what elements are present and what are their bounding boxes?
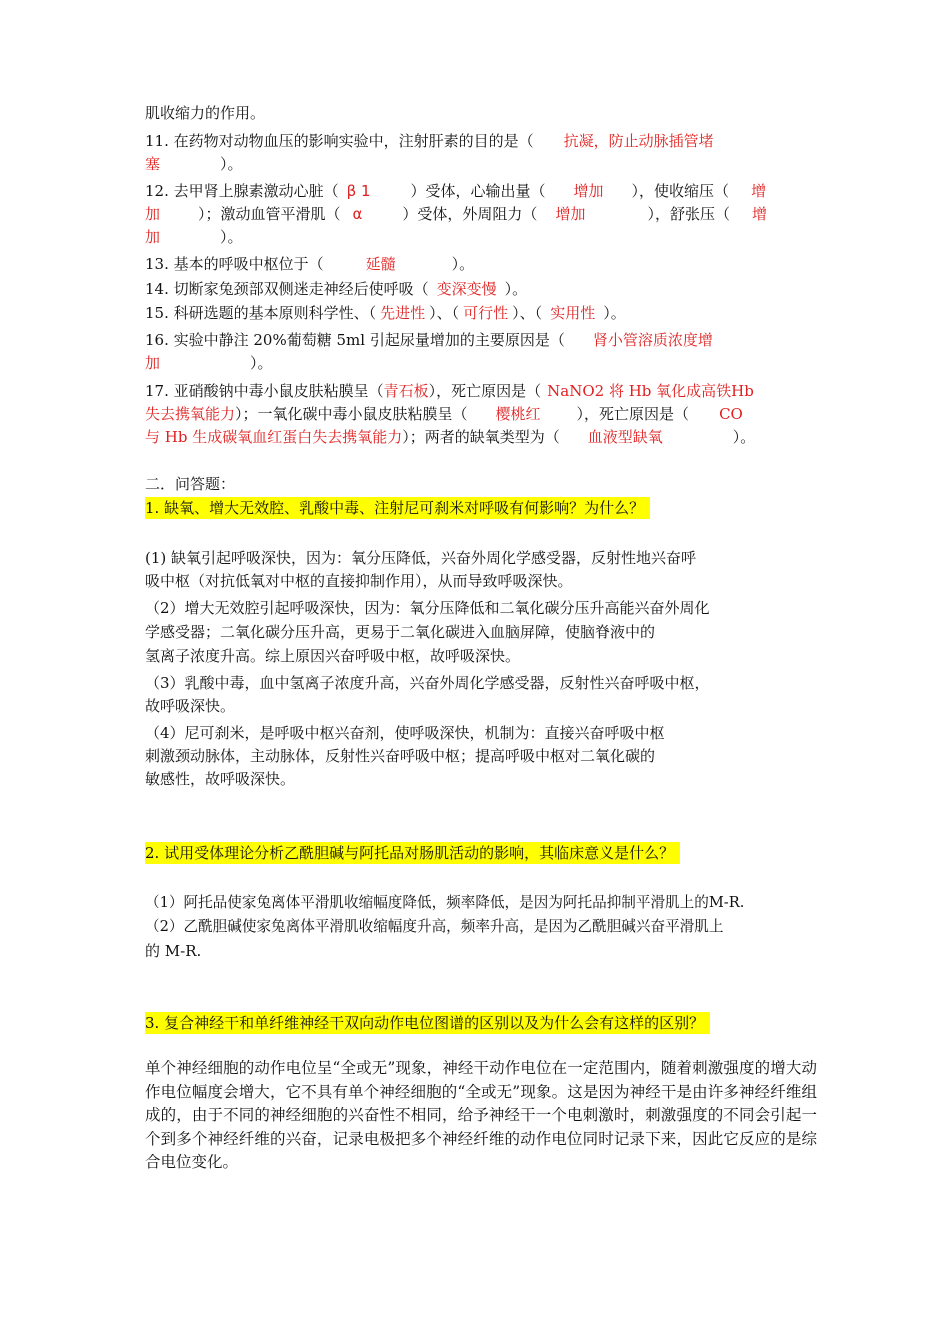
q1-p1b: 吸中枢（对抗低氧对中枢的直接抑制作用），从而导致呼吸深快。 bbox=[145, 572, 573, 590]
q17-text-5: ）；两者的缺氧类型为（ bbox=[402, 428, 560, 446]
q17-answer-type: 血液型缺氧 bbox=[587, 428, 663, 446]
q13-answer: 延髓 bbox=[365, 255, 396, 273]
question-15 bbox=[145, 303, 626, 323]
q1-heading bbox=[145, 498, 650, 518]
q11-text: 11. 在药物对动物血压的影响实验中，注射肝素的目的是（ bbox=[145, 132, 534, 150]
q15-sep-1: ）、（ bbox=[429, 304, 460, 322]
q1-p2b: 学感受器；二氧化碳分压升高，更易于二氧化碳进入血脑屏障，使脑脊液中的 bbox=[145, 623, 656, 641]
question-11-cont bbox=[145, 154, 243, 174]
q1-p4b: 刺激颈动脉体，主动脉体，反射性兴奋呼吸中枢；提高呼吸中枢对二氧化碳的 bbox=[145, 747, 656, 765]
q16-answer: 肾小管溶质浓度增 bbox=[592, 331, 713, 349]
q17-answer-co-color: 樱桃红 bbox=[495, 405, 541, 423]
q12-answer-dbp: 增 bbox=[751, 205, 767, 223]
q15-sep-2: ）、（ bbox=[512, 304, 543, 322]
q1-p2c: 氢离子浓度升高。综上原因兴奋呼吸中枢，故呼吸深快。 bbox=[145, 647, 521, 665]
q1-p2a: （2）增大无效腔引起呼吸深快，因为：氧分压降低和二氧化碳分压升高能兴奋外周化 bbox=[145, 599, 710, 617]
q14-end: ）。 bbox=[504, 280, 528, 298]
q1-p3b: 故呼吸深快。 bbox=[145, 697, 236, 715]
q12-answer-output: 增加 bbox=[573, 182, 604, 200]
q15-end: ）。 bbox=[603, 304, 626, 322]
question-17-cont bbox=[145, 404, 743, 424]
text-line: 肌收缩力的作用。 bbox=[145, 104, 266, 122]
q12-text-3: ），使收缩压（ bbox=[631, 182, 730, 200]
q14-text: 14. 切断家兔颈部双侧迷走神经后使呼吸（ bbox=[145, 280, 429, 298]
q12-text-4: ）；激动血管平滑肌（ bbox=[198, 205, 341, 223]
q17-answer-cause-cont: 失去携氧能力 bbox=[145, 405, 236, 423]
question-17-cont2 bbox=[145, 427, 755, 447]
q3-heading-text: 3. 复合神经干和单纤维神经干双向动作电位图谱的区别以及为什么会有这样的区别？ bbox=[145, 1012, 710, 1034]
q17-answer-co-cause: 与 Hb 生成碳氧血红蛋白失去携氧能力 bbox=[145, 428, 403, 446]
q17-text-3: ）；一氧化碳中毒小鼠皮肤粘膜呈（ bbox=[235, 405, 468, 423]
question-17 bbox=[145, 381, 754, 401]
q17-end: ）。 bbox=[732, 428, 756, 446]
q13-end: ）。 bbox=[451, 255, 475, 273]
section-title: 二．问答题： bbox=[145, 475, 236, 493]
q3-answer: 单个神经细胞的动作电位呈“全或无”现象，神经干动作电位在一定范围内，随着刺激强度的增大动作电位幅度会增大，它不具有单个神经细胞的“全或无”现象。这是因为神经干是由许多神经纤维组成的，由于不同的神经细胞的兴奋性不相同，给予神经干一个电刺激时，刺激强度的不同会引起一个到多个神经纤维的兴奋，记录电极把多个神经纤维的动作电位同时记录下来，因此它反应的是综合电位变化。 bbox=[145, 1059, 817, 1171]
question-12-cont bbox=[145, 204, 767, 224]
q12-text-5: ）受体，外周阻力（ bbox=[402, 205, 538, 223]
q17-answer-co: CO bbox=[719, 405, 743, 423]
q1-p4a: （4）尼可刹米，是呼吸中枢兴奋剂，使呼吸深快，机制为：直接兴奋呼吸中枢 bbox=[145, 724, 665, 742]
q12-answer-dbp-cont: 加 bbox=[145, 228, 161, 246]
question-11 bbox=[145, 131, 714, 151]
q2-p1: （1）阿托品使家兔离体平滑肌收缩幅度降低，频率降低，是因为阿托品抑制平滑肌上的M-R. bbox=[145, 894, 745, 911]
q11-answer: 抗凝，防止动脉插管堵 bbox=[563, 132, 714, 150]
q1-p4c: 敏感性，故呼吸深快。 bbox=[145, 770, 296, 788]
q16-text: 16. 实验中静注 20%葡萄糖 5ml 引起尿量增加的主要原因是（ bbox=[145, 331, 565, 349]
q12-text-2: ）受体，心输出量（ bbox=[410, 182, 546, 200]
q15-text: 15. 科研选题的基本原则科学性、（ bbox=[145, 304, 377, 322]
q2-p2b: 的 M-R. bbox=[145, 942, 202, 960]
q1-p1a: (1) 缺氧引起呼吸深快，因为：氧分压降低，兴奋外周化学感受器，反射性地兴奋呼 bbox=[145, 549, 697, 567]
q12-answer-alpha: α bbox=[352, 205, 363, 223]
q12-answer-resistance: 增加 bbox=[555, 205, 586, 223]
q17-answer-cause: NaNO2 将 Hb 氧化成高铁Hb bbox=[547, 382, 754, 400]
question-12-cont2 bbox=[145, 227, 243, 247]
q3-heading bbox=[145, 1013, 710, 1033]
q12-end: ）。 bbox=[220, 228, 243, 246]
q15-answer-3: 实用性 bbox=[550, 304, 596, 322]
q17-text: 17. 亚硝酸钠中毒小鼠皮肤粘膜呈（ bbox=[145, 382, 384, 400]
q2-heading-text: 2. 试用受体理论分析乙酰胆碱与阿托品对肠肌活动的影响，其临床意义是什么？ bbox=[145, 842, 680, 864]
q11-answer-cont: 塞 bbox=[145, 155, 161, 173]
q12-answer-sbp: 增 bbox=[751, 182, 767, 200]
q1-p3a: （3）乳酸中毒，血中氢离子浓度升高，兴奋外周化学感受器，反射性兴奋呼吸中枢， bbox=[145, 674, 710, 692]
q2-p2a: （2）乙酰胆碱使家兔离体平滑肌收缩幅度升高，频率升高，是因为乙酰胆碱兴奋平滑肌上 bbox=[145, 918, 724, 935]
question-13 bbox=[145, 254, 474, 274]
q12-text: 12. 去甲肾上腺素激动心脏（ bbox=[145, 182, 339, 200]
q15-answer-2: 可行性 bbox=[463, 304, 509, 322]
q16-end: ）。 bbox=[250, 354, 273, 372]
question-14 bbox=[145, 279, 527, 299]
q12-answer-receptor: β 1 bbox=[346, 182, 371, 200]
q13-text: 13. 基本的呼吸中枢位于（ bbox=[145, 255, 324, 273]
q15-answer-1: 先进性 bbox=[380, 304, 426, 322]
q14-answer: 变深变慢 bbox=[436, 280, 497, 298]
q12-answer-sbp-cont: 加 bbox=[145, 205, 161, 223]
q12-text-6: ），舒张压（ bbox=[647, 205, 730, 223]
q1-heading-text: 1. 缺氧、增大无效腔、乳酸中毒、注射尼可刹米对呼吸有何影响？为什么？ bbox=[145, 497, 650, 519]
question-12 bbox=[145, 181, 766, 201]
question-16 bbox=[145, 330, 713, 350]
q17-answer-color: 青石板 bbox=[383, 382, 429, 400]
q11-end: ）。 bbox=[220, 155, 243, 173]
question-16-cont bbox=[145, 353, 273, 373]
q17-text-4: ），死亡原因是（ bbox=[576, 405, 690, 423]
q2-heading bbox=[145, 843, 680, 863]
q16-answer-cont: 加 bbox=[145, 354, 161, 372]
q17-text-2: ），死亡原因是（ bbox=[428, 382, 542, 400]
